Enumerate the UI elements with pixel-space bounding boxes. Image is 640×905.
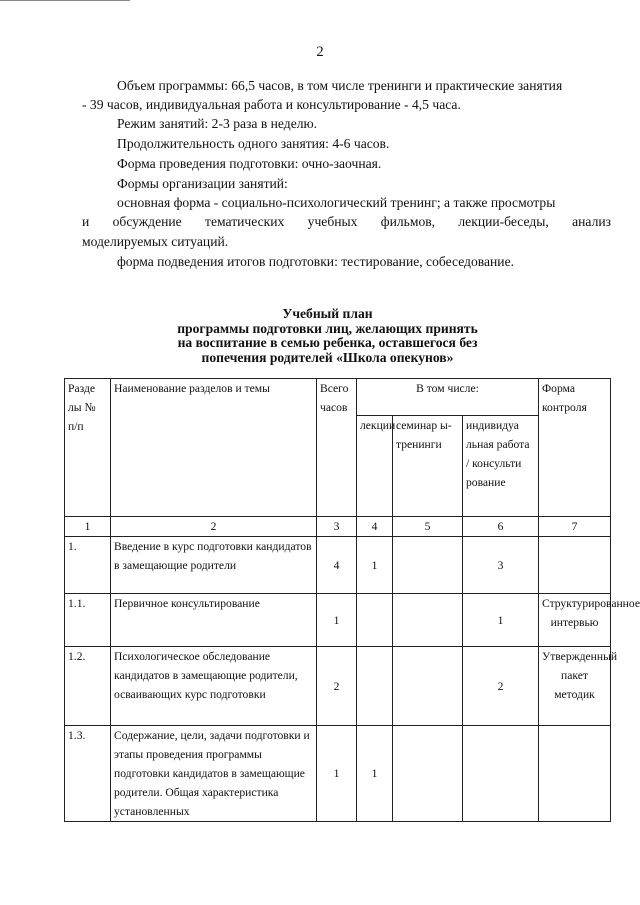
- row-number: 1.3.: [65, 726, 111, 822]
- column-number: 3: [317, 517, 357, 537]
- row-control: [539, 726, 611, 822]
- header-row: [65, 379, 611, 416]
- header-individual: индивидуа льная работа / консульти рование: [463, 416, 539, 517]
- table-row: [65, 726, 611, 822]
- paragraph-volume-line2: - 39 часов, индивидуальная работа и консультирование - 4,5 часа.: [82, 97, 461, 112]
- row-seminars: [393, 537, 463, 594]
- row-name: Введение в курс подготовки кандидатов в замещающие родители: [111, 537, 317, 594]
- row-number: 1.: [65, 537, 111, 594]
- header-total: Всего часов: [317, 379, 357, 517]
- paragraph-main-form-line1: основная форма - социально-психологический тренинг; а также просмотры: [117, 195, 556, 210]
- row-individual: [463, 726, 539, 822]
- row-control: Структурированное интервью: [539, 594, 611, 647]
- paragraph-schedule: Режим занятий: 2-3 раза в неделю.: [117, 116, 318, 131]
- header-control: Форма контроля: [539, 379, 611, 517]
- paragraph-organization: Формы организации занятий:: [117, 176, 288, 191]
- row-number: 1.1.: [65, 594, 111, 647]
- header-name: Наименование разделов и темы: [111, 379, 317, 517]
- row-individual: 2: [463, 647, 539, 726]
- column-number: 2: [111, 517, 317, 537]
- plan-title-line3: на воспитание в семью ребенка, оставшегося без: [177, 335, 478, 351]
- header-lectures: лекции: [357, 416, 393, 517]
- row-individual: 1: [463, 594, 539, 647]
- column-number: 7: [539, 517, 611, 537]
- column-number-row: [65, 517, 611, 537]
- paragraph-form: Форма проведения подготовки: очно-заочная.: [117, 156, 382, 171]
- plan-title-line4: попечения родителей «Школа опекунов»: [201, 349, 454, 365]
- row-control: Утвержденный пакет методик: [539, 647, 611, 726]
- table-row: [65, 647, 611, 726]
- plan-title: [100, 307, 555, 365]
- paragraph-main-form-line3: моделируемых ситуаций.: [82, 234, 229, 249]
- header-including: В том числе:: [357, 379, 539, 416]
- header-section: Разде лы № п/п: [65, 379, 111, 517]
- row-name: Содержание, цели, задачи подготовки и этапы проведения программы подготовки кандидатов в замещающие родители. Общая характеристика установленных: [111, 726, 317, 822]
- row-total: 1: [317, 594, 357, 647]
- paragraph-results: форма подведения итогов подготовки: тестирование, собеседование.: [117, 254, 515, 269]
- column-number: 1: [65, 517, 111, 537]
- scan-top-line: [0, 0, 130, 1]
- row-seminars: [393, 594, 463, 647]
- column-number: 6: [463, 517, 539, 537]
- column-number: 4: [357, 517, 393, 537]
- header-seminars: семинар ы- тренинги: [393, 416, 463, 517]
- table-row: [65, 594, 611, 647]
- row-seminars: [393, 647, 463, 726]
- row-number: 1.2.: [65, 647, 111, 726]
- row-total: 1: [317, 726, 357, 822]
- row-lectures: 1: [357, 537, 393, 594]
- row-lectures: 1: [357, 726, 393, 822]
- paragraph-main-form-line2: и обсуждение тематических учебных фильмов, лекции-беседы, анализ: [82, 214, 611, 229]
- curriculum-table: [64, 378, 640, 822]
- row-lectures: [357, 647, 393, 726]
- row-name: Первичное консультирование: [111, 594, 317, 647]
- row-total: 2: [317, 647, 357, 726]
- plan-title-line1: Учебный план: [282, 306, 373, 321]
- row-control: [539, 537, 611, 594]
- page-number: 2: [316, 44, 324, 60]
- column-number: 5: [393, 517, 463, 537]
- row-name: Психологическое обследование кандидатов в замещающие родители, осваивающих курс подготовки: [111, 647, 317, 726]
- table-row: [65, 537, 611, 594]
- row-seminars: [393, 726, 463, 822]
- row-total: 4: [317, 537, 357, 594]
- row-lectures: [357, 594, 393, 647]
- paragraph-volume-line1: Объем программы: 66,5 часов, в том числе тренинги и практические занятия: [117, 78, 563, 93]
- plan-title-line2: программы подготовки лиц, желающих принять: [177, 320, 478, 336]
- row-individual: 3: [463, 537, 539, 594]
- paragraph-duration: Продолжительность одного занятия: 4-6 часов.: [117, 136, 390, 151]
